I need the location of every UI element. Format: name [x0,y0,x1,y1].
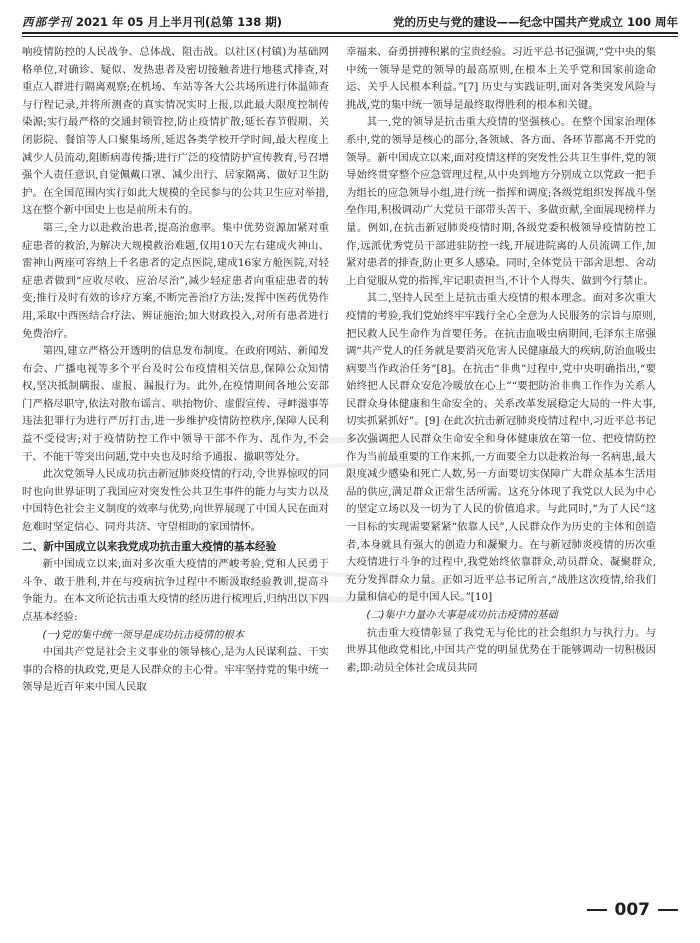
footer-dash-right [658,909,678,911]
journal-name: 西部学刊 [22,15,72,29]
subsection-heading: (二)集中力量办大事是成功抗击疫情的基础 [366,610,558,621]
page-footer [587,900,679,920]
body-paragraph: 抗击重大疫情彰显了我党无与伦比的社会组织力与执行力。与世界其他政党相比,中国共产党的明显优势在于能够调动一切积极因素,即:动员全体社会成员共同 [346,626,656,674]
footer-dash-left [587,909,607,911]
body-paragraph: 幸福来、奋勇拼搏积累的宝贵经验。习近平总书记强调,“党中央的集中统一领导是党的领导的最高原则,在根本上关乎党和国家前途命运、关乎人民根本利益。”[7] 历史与实践证明,面对各类突发风险与挑战,党的集中统一领导是最终取得胜利的根本和关键。 [346,46,656,111]
subsection-heading: (一)党的集中统一领导是成功抗击疫情的根本 [42,629,244,641]
right-column [346,44,656,677]
column-title: 党的历史与党的建设——纪念中国共产党成立 100 周年 [392,15,678,29]
body-paragraph: 新中国成立以来,面对多次重大疫情的严峻考验,党和人民勇于斗争、敢于胜利,并在与疫病抗争过程中不断汲取经验教训,提高斗争能力。在本文所论抗击重大疫情的经历进行梳理后,归纳出以下四点基本经验: [22,558,329,623]
body-paragraph: 第四,建立严格公开透明的信息发布制度。在政府网站、新闻发布会、广播电视等多个平台及时公布疫情相关信息,保障公众知情权,坚决抵制瞒报、虚报、漏报行为。此外,在疫情期间各地公安部门严格尽职守,依法对散布谣言、哄抬物价、虚假宣传、寻衅滋事等违法犯罪行为进行严厉打击,进一步维护疫情防控秩序,保障人民利益不受侵害;对于疫情防控工作中领导干部不作为、乱作为,不会干、不能干等突出问题,党中央也及时给予通报、撤职等处分。 [22,345,329,463]
body-paragraph: 其一,党的领导是抗击重大疫情的坚强核心。在整个国家治理体系中,党的领导是核心的部分,各领域、各方面、各环节都离不开党的领导。新中国成立以来,面对疫情这样的突发性公共卫生事件,党的领导始终贯穿整个应急管理过程,从中央到地方分别成立以党政一把手为组长的应急领导小组,进行统一指挥和调度;各级党组织发挥战斗堡垒作用,积极调动广大党员干部带头苦干、多做贡献,全面展现榜样力量。例如,在抗击新冠肺炎疫情时期,各级党委积极领导疫情防控工作,远派优秀党员干部进驻防控一线,开展进院离的人员流调工作,加紧对患者的排查,防止更多人感染。同时,全体党员干部舍思想、舍动上自觉服从党的指挥,牢记职责担当,不计个人得失、做到今行禁止。 [346,116,656,287]
header-rule-thin [22,36,678,37]
left-column [22,44,329,697]
body-paragraph: 此次党领导人民成功抗击新冠肺炎疫情的行动,令世界惊叹的同时也向世界证明了我国应对突发性公共卫生事件的能力与实力以及中国特色社会主义制度的效率与优势,向世界展现了中国人民在面对危难时坚定信心、同舟共济、守望相助的家国情怀。 [22,468,329,534]
page-number: 007 [614,900,650,920]
running-header [22,12,678,30]
body-paragraph: 第三,全力以赴救治患者,提高治愈率。集中优势资源加紧对重症患者的救治,为解决大规模救治难题,仅用10天左右建成火神山、雷神山两座可容纳上千名患者的定点医院,建成16家方舱医院,对轻症患者做到“应收尽收、应治尽治”,减少轻症患者向重症患者的转变;推行及时有效的诊疗方案,不断完善治疗方法;发挥中医药优势作用,采取中西医结合疗法、辨证施治;加大财政投入,对所有患者进行免费治疗。 [22,221,329,340]
section-heading: 二、新中国成立以来我党成功抗击重大疫情的基本经验 [22,540,277,553]
body-paragraph: 中国共产党是社会主义事业的领导核心,是为人民谋利益、干实事的合格的执政党,更是人民群众的主心骨。牢牢坚持党的集中统一领导是近百年来中国人民取 [22,646,329,694]
header-left [22,14,282,30]
body-paragraph: 响疫情防控的人民战争、总体战、阻击战。以社区(村镇)为基础网格单位,对确诊、疑似、发热患者及密切接触者进行地毯式排查,对重点人群进行隔离观察;在机场、车站等各大公共场所进行体温筛查与行程记录,并将所测查的真实情况实时上报,以此最大限度控制传染源;实行最严格的交通封锁管控,防止疫情扩散;延长春节假期、关闭影院、餐馆等人口聚集场所,延迟各类学校开学时间,最大程度上减少人员流动,阻断病毒传播;进行广泛的疫情防护宣传教育,号召增强个人责任意识,自觉佩戴口罩、减少出行、居家隔离、做好卫生防护。在全国范围内实行如此大规模的全民参与的公共卫生应对举措,这在整个新中国史上也是前所未有的。 [22,46,329,217]
issue-info: 2021 年 05 月上半月刊(总第 138 期) [76,15,283,29]
body-paragraph: 其二,坚持人民至上是抗击重大疫情的根本理念。面对多次重大疫情的考验,我们党始终牢牢践行全心全意为人民服务的宗旨与原则,把民救人民生命作为首要任务。在抗击血吸虫病期间,毛泽东主席强调“共产党人的任务就是要消灭危害人民健康最大的疾病,防治血吸虫病要当作政治任务”[8]。在抗击“非典”过程中,党中央明确指出,“要始终把人民群众安危冷暖放在心上”“要把防治非典工作作为关系人民群众身体健康和生命安全的、关系改革发展稳定大局的一件大事,切实抓紧抓好”。[9] 在此次抗击新冠肺炎疫情过程中,习近平总书记多次强调把人民群众生命安全和身体健康放在第一位、把疫情防控作为当前最重要的工作来抓,一方面要全力以赴救治每一名病患,最大限度减少感染和死亡人数,另一方面要切实保障广大群众基本生活用品的供应,满足群众正常生活所需。这充分体现了我党以人民为中心的坚定立场以及一切为了人民的价值追求。与此同时,“为了人民”这一目标的实现需要紧紧“依靠人民”,人民群众作为历史的主体和创造者,本身就具有强大的创造力和凝聚力。在与新冠肺炎疫情的历次重大疫情进行斗争的过程中,我党始终依靠群众,动员群众、凝聚群众,充分发挥群众力量。正如习近平总书记所言,“战胜这次疫情,给我们力量和信心的是中国人民。”[10] [346,292,656,604]
header-rule-thick [22,32,678,34]
